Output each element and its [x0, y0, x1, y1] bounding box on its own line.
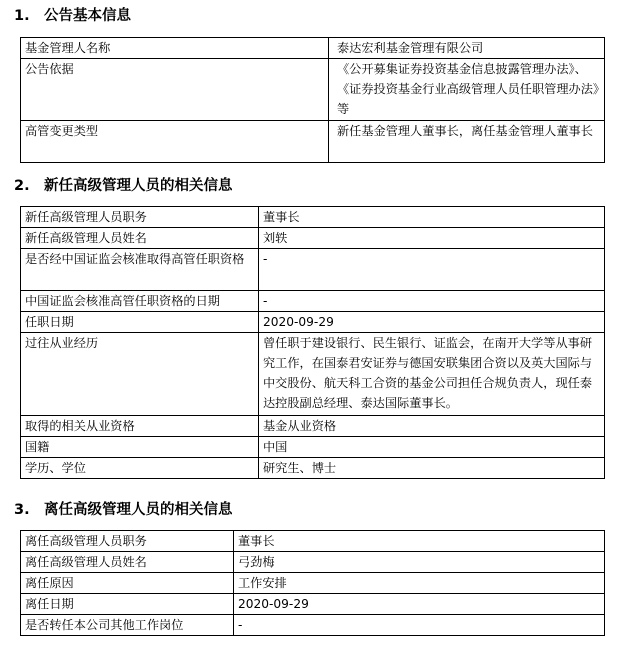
- table-row: [21, 531, 605, 552]
- row-value: -: [259, 291, 605, 312]
- section-2-heading: [14, 176, 233, 196]
- row-label: 取得的相关从业资格: [21, 416, 259, 437]
- table-row: [21, 312, 605, 333]
- row-value: 泰达宏利基金管理有限公司: [329, 38, 605, 59]
- row-value: 《公开募集证券投资基金信息披露管理办法》、《证券投资基金行业高级管理人员任职管理办法》等: [329, 59, 605, 121]
- row-label: 中国证监会核准高管任职资格的日期: [21, 291, 259, 312]
- table-row: [21, 416, 605, 437]
- table-row: [21, 573, 605, 594]
- row-value: 董事长: [259, 207, 605, 228]
- row-value: 刘轶: [259, 228, 605, 249]
- section-1-heading: [14, 6, 131, 26]
- row-value: 中国: [259, 437, 605, 458]
- row-value: 2020-09-29: [259, 312, 605, 333]
- row-value: 工作安排: [234, 573, 605, 594]
- announcement-basic-info-table: [20, 37, 605, 163]
- row-label: 国籍: [21, 437, 259, 458]
- row-label: 离任日期: [21, 594, 234, 615]
- section-3-title: 离任高级管理人员的相关信息: [44, 502, 233, 518]
- row-label: 离任高级管理人员姓名: [21, 552, 234, 573]
- row-label: 学历、学位: [21, 458, 259, 479]
- table-row: [21, 38, 605, 59]
- section-3-heading: [14, 500, 233, 520]
- table-row: [21, 291, 605, 312]
- section-3-number: 3.: [14, 502, 30, 518]
- table-row: [21, 59, 605, 121]
- new-executive-info-table: [20, 206, 605, 479]
- row-label: 任职日期: [21, 312, 259, 333]
- row-value: 基金从业资格: [259, 416, 605, 437]
- section-2-number: 2.: [14, 178, 30, 194]
- table-row: [21, 594, 605, 615]
- table-row: [21, 458, 605, 479]
- row-value: 曾任职于建设银行、民生银行、证监会，在南开大学等从事研究工作，在国泰君安证券与德国安联集团合资以及英大国际与中交股份、航天科工合资的基金公司担任合规负责人，现任泰达控股副总经理、泰达国际董事长。: [259, 333, 605, 416]
- table-row: [21, 333, 605, 416]
- departing-executive-info-table: [20, 530, 605, 636]
- table-row: [21, 249, 605, 291]
- row-value: 2020-09-29: [234, 594, 605, 615]
- row-label: 过往从业经历: [21, 333, 259, 416]
- table-row: [21, 552, 605, 573]
- row-label: 高管变更类型: [21, 121, 329, 163]
- row-value: 新任基金管理人董事长，离任基金管理人董事长: [329, 121, 605, 163]
- row-label: 是否经中国证监会核准取得高管任职资格: [21, 249, 259, 291]
- row-label: 基金管理人名称: [21, 38, 329, 59]
- table-row: [21, 228, 605, 249]
- row-value: 弓劲梅: [234, 552, 605, 573]
- row-label: 新任高级管理人员职务: [21, 207, 259, 228]
- section-2-title: 新任高级管理人员的相关信息: [44, 178, 233, 194]
- row-value: 研究生、博士: [259, 458, 605, 479]
- table-row: [21, 121, 605, 163]
- row-label: 公告依据: [21, 59, 329, 121]
- table-row: [21, 615, 605, 636]
- section-1-title: 公告基本信息: [44, 8, 131, 24]
- table-row: [21, 437, 605, 458]
- row-label: 离任原因: [21, 573, 234, 594]
- row-value: -: [234, 615, 605, 636]
- table-row: [21, 207, 605, 228]
- row-value: 董事长: [234, 531, 605, 552]
- section-1-number: 1.: [14, 8, 30, 24]
- row-label: 新任高级管理人员姓名: [21, 228, 259, 249]
- row-label: 是否转任本公司其他工作岗位: [21, 615, 234, 636]
- row-label: 离任高级管理人员职务: [21, 531, 234, 552]
- row-value: -: [259, 249, 605, 291]
